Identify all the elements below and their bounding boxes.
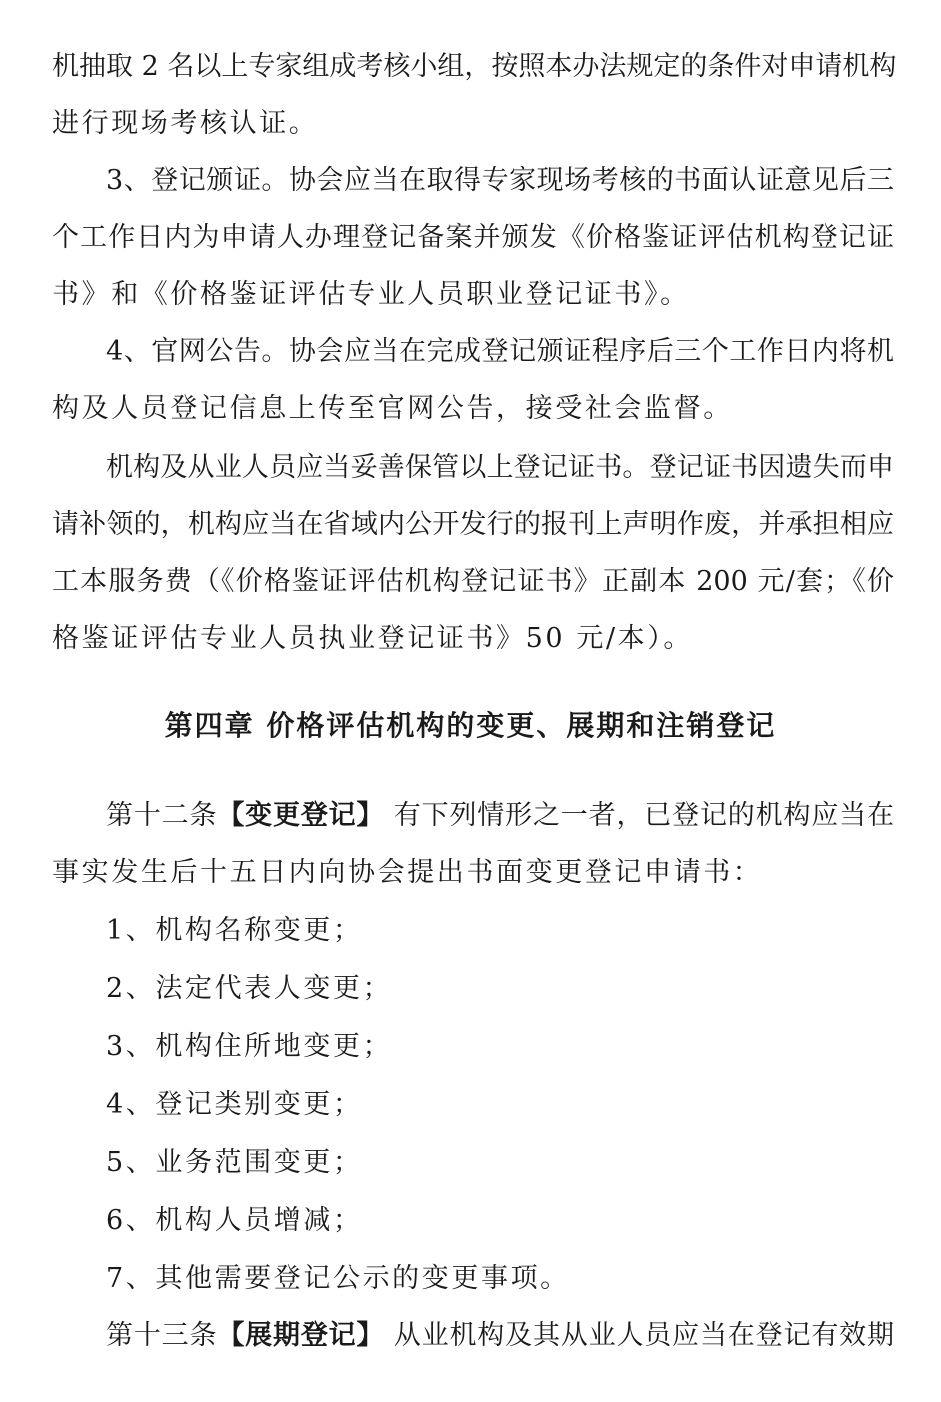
article-13-line (106, 1316, 894, 1356)
article-13-title: 【展期登记】 (217, 1320, 385, 1351)
paragraph-line: 机抽取 2 名以上专家组成考核小组，按照本办法规定的条件对申请机构 (52, 51, 897, 82)
list-item: 3、机构住所地变更； (106, 1031, 393, 1062)
paragraph-line: 4、官网公告。协会应当在完成登记颁证程序后三个工作日内将机 (106, 336, 894, 367)
paragraph-line: 事实发生后十五日内向协会提出书面变更登记申请书： (52, 857, 763, 888)
paragraph-line: 机构及从业人员应当妥善保管以上登记证书。登记证书因遗失而申 (106, 452, 894, 483)
paragraph-line: 个工作日内为申请人办理登记备案并颁发《价格鉴证评估机构登记证 (52, 222, 894, 253)
article-12-line (106, 796, 894, 836)
article-13-text: 从业机构及其从业人员应当在登记有效期 (384, 1320, 894, 1351)
paragraph-line: 进行现场考核认证。 (52, 108, 319, 139)
article-12-text: 有下列情形之一者，已登记的机构应当在 (384, 800, 894, 831)
article-13-number: 第十三条 (106, 1320, 218, 1351)
paragraph-line: 构及人员登记信息上传至官网公告，接受社会监督。 (52, 393, 733, 424)
article-12-title: 【变更登记】 (217, 800, 385, 831)
list-item: 4、登记类别变更； (106, 1089, 363, 1120)
chapter-heading: 第四章 价格评估机构的变更、展期和注销登记 (164, 709, 777, 742)
paragraph-line: 格鉴证评估专业人员执业登记证书》50 元/本）。 (52, 623, 693, 654)
list-item: 6、机构人员增减； (106, 1205, 363, 1236)
paragraph-line: 3、登记颁证。协会应当在取得专家现场考核的书面认证意见后三 (106, 165, 894, 196)
list-item: 5、业务范围变更； (106, 1147, 363, 1178)
list-item: 7、其他需要登记公示的变更事项。 (106, 1263, 570, 1294)
paragraph-line: 请补领的，机构应当在省域内公开发行的报刊上声明作废，并承担相应 (52, 509, 894, 540)
paragraph-line: 书》和《价格鉴证评估专业人员职业登记证书》。 (52, 279, 690, 310)
list-item: 2、法定代表人变更； (106, 973, 393, 1004)
article-12-number: 第十二条 (106, 800, 218, 831)
paragraph-line: 工本服务费（《价格鉴证评估机构登记证书》正副本 200 元/套；《价 (52, 566, 894, 597)
list-item: 1、机构名称变更； (106, 915, 363, 946)
